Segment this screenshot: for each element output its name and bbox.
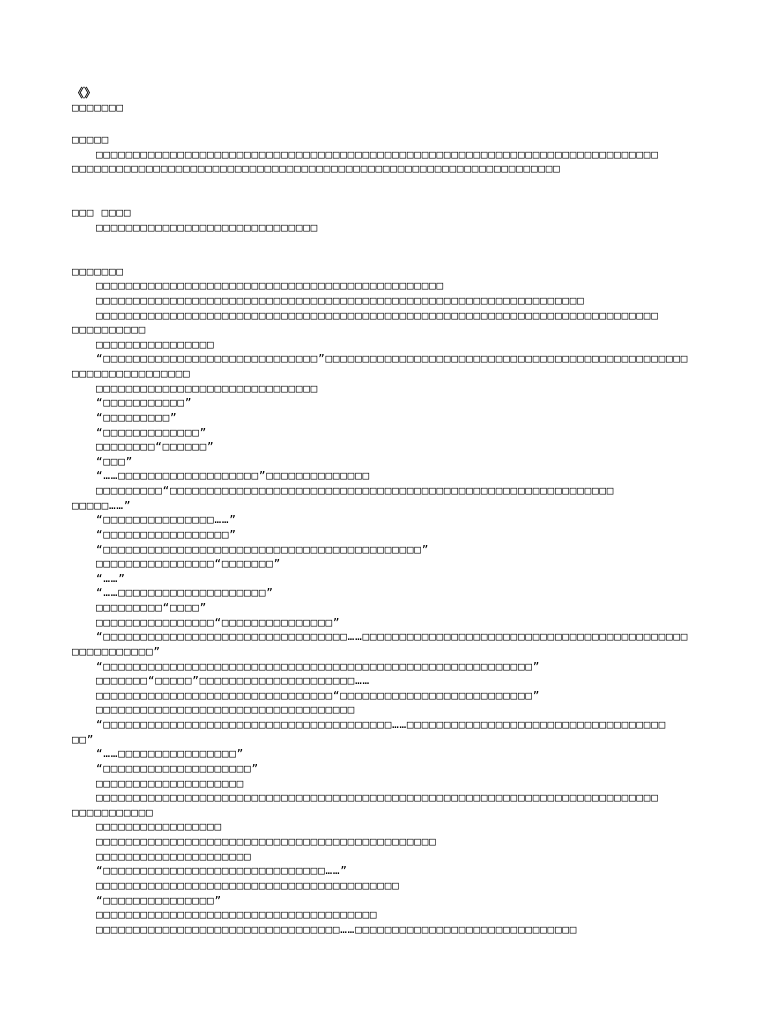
text-line: □□□□□□□□□□□□□□□□□□□□ [96, 776, 245, 790]
text-line: “□□□□□□□□□” [96, 410, 178, 424]
text-line: □□□□□□□□□□□□□□□□□□□□□□□□□□□□□□ [96, 381, 319, 395]
text-line: □□□□□□□“□□□□□”□□□□□□□□□□□□□□□□□□□□□…… [96, 674, 370, 688]
text-line: □□□□□□□□□□ [72, 323, 147, 337]
text-line: □□□□□□□□□□□□□□□□□□□□□□□□□□□□□□□□□□□□□□□□□□□□□□ [96, 835, 437, 849]
text-line: □□□□□□□□□□□□□□□□“□□□□□□□” [96, 557, 282, 571]
text-line: “□□□□□□□□□□□□□□□” [96, 893, 222, 907]
text-line: “□□□□□□□□□□□” [96, 396, 193, 410]
text-line: □□□□□□□□□“□□□□□□□□□□□□□□□□□□□□□□□□□□□□□□□□□□□□□□□□□□□□□□□□□□□□□□□□□□□□ [96, 484, 615, 498]
text-line: □□□□□□□□□□□□□□□□□□□□□□□□□□□□□□□□“□□□□□□□□□□□□□□□□□□□□□□□□□□” [96, 688, 541, 702]
text-line: □□□□□□□□□□□□□□□□□ [96, 820, 222, 834]
text-line: □□□□□□□□□□□□□□□□□□□□□□□□□□□□□□ [96, 220, 319, 234]
text-line: □□” [72, 732, 95, 746]
text-line: “□□□□□□□□□□□□□□□□□□□□□□□□□□□□□□□□□□□□□□□□□□□” [96, 542, 430, 556]
text-line: “□□□□□□□□□□□□□□□□□□□□□□□□□□□□□”□□□□□□□□□□□□□□□□□□□□□□□□□□□□□□□□□□□□□□□□□□□□□□□□□ [96, 352, 689, 366]
text-line: □□□□□□□□□□□□□□□□□□□□□□□□□□□□□□□□□□□□□□□□□□□□□□□□□□□□□□□□□□□□□□□□□□ [96, 293, 585, 307]
text-line: □□□□□□□□□□□□□□□□□□□□□□□□□□□□□□□□□□□□□□□□□□□□□□□ [96, 279, 444, 293]
text-line: “□□□” [96, 454, 134, 468]
text-line: “□□□□□□□□□□□□□” [96, 425, 208, 439]
text-line: □□□□□□□□□□□ [72, 805, 154, 819]
section-heading: □□□□□ [72, 132, 110, 146]
text-line: □□□□□□□□□□□□□□□□ [96, 337, 215, 351]
text-line: □□□□□□□□□□□□□□□□□□□□□□□□□□□□□□□□□□□□□□□□□□□□□□□□□□□□□□□□□□□□□□□□□□ [72, 162, 561, 176]
text-line: □□□□□□□□□□□□□□□□□□□□□□□□□□□□□□□□□□□□□□ [96, 908, 378, 922]
text-line: □□□□□□□□□□□□□□□□ [72, 367, 191, 381]
text-line: “□□□□□□□□□□□□□□□□□□□□□□□□□□□□□□□□□……□□□□□□□□□□□□□□□□□□□□□□□□□□□□□□□□□□□□□□□□□□□□ [96, 630, 689, 644]
text-line: □□□□□□□□□□□□□□□□□□□□□□□□□□□□□□□□□□□□□□□□□ [96, 878, 400, 892]
text-line: “□□□□□□□□□□□□□□□□□□□□□□□□□□□□□□□□□□□□□□□……□□□□□□□□□□□□□□□□□□□□□□□□□□□□□□□□□□□ [96, 718, 666, 732]
text-line: “□□□□□□□□□□□□□□□□□” [96, 527, 237, 541]
text-line: “□□□□□□□□□□□□□□□……” [96, 513, 237, 527]
section-heading: □□□□□□□ [72, 264, 124, 278]
book-title-mark: 《》 [72, 86, 97, 100]
text-line: □□□□□□□□□□□□□□□□□□□□□□□□□□□□□□□□□□□□□□□□□□□□□□□□□□□□□□□□□□□□□□□□□□□□□□□□□□□□ [96, 791, 659, 805]
text-line: □□□□□□□□□“□□□□” [96, 601, 208, 615]
text-line: □□□□□□□□□□□□□□□□□□□□□□□□□□□□□□□□□……□□□□□□□□□□□□□□□□□□□□□□□□□□□□□□ [96, 922, 578, 936]
text-line: □□□□□……” [72, 498, 132, 512]
text-line: “……□□□□□□□□□□□□□□□□” [96, 747, 245, 761]
text-line: □□□□□□□□□□□□□□□□□□□□□□□□□□□□□□□□□□□□□□□□□□□□□□□□□□□□□□□□□□□□□□□□□□□□□□□□□□□□ [96, 147, 659, 161]
text-line: “……” [96, 571, 126, 585]
text-line: □□□□□□□□“□□□□□□” [96, 440, 215, 454]
text-line: □□□□□□□□□□□□□□□□□□□□□ [96, 849, 252, 863]
text-line: “□□□□□□□□□□□□□□□□□□□□” [96, 761, 259, 775]
text-line: “□□□□□□□□□□□□□□□□□□□□□□□□□□□□□□……” [96, 864, 348, 878]
text-line: “……□□□□□□□□□□□□□□□□□□□□” [96, 586, 274, 600]
section-heading: □□□ □□□□ [72, 206, 132, 220]
text-line: □□□□□□□□□□□” [72, 644, 161, 658]
text-line: □□□□□□□□□□□□□□□□“□□□□□□□□□□□□□□□” [96, 615, 341, 629]
text-line: “□□□□□□□□□□□□□□□□□□□□□□□□□□□□□□□□□□□□□□□□□□□□□□□□□□□□□□□□□□” [96, 659, 541, 673]
text-line: □□□□□□□□□□□□□□□□□□□□□□□□□□□□□□□□□□□ [96, 703, 356, 717]
text-line: □□□□□□□□□□□□□□□□□□□□□□□□□□□□□□□□□□□□□□□□□□□□□□□□□□□□□□□□□□□□□□□□□□□□□□□□□□□□ [96, 308, 659, 322]
text-line: □□□□□□□ [72, 100, 124, 114]
text-line: “……□□□□□□□□□□□□□□□□□□□”□□□□□□□□□□□□□□ [96, 469, 370, 483]
